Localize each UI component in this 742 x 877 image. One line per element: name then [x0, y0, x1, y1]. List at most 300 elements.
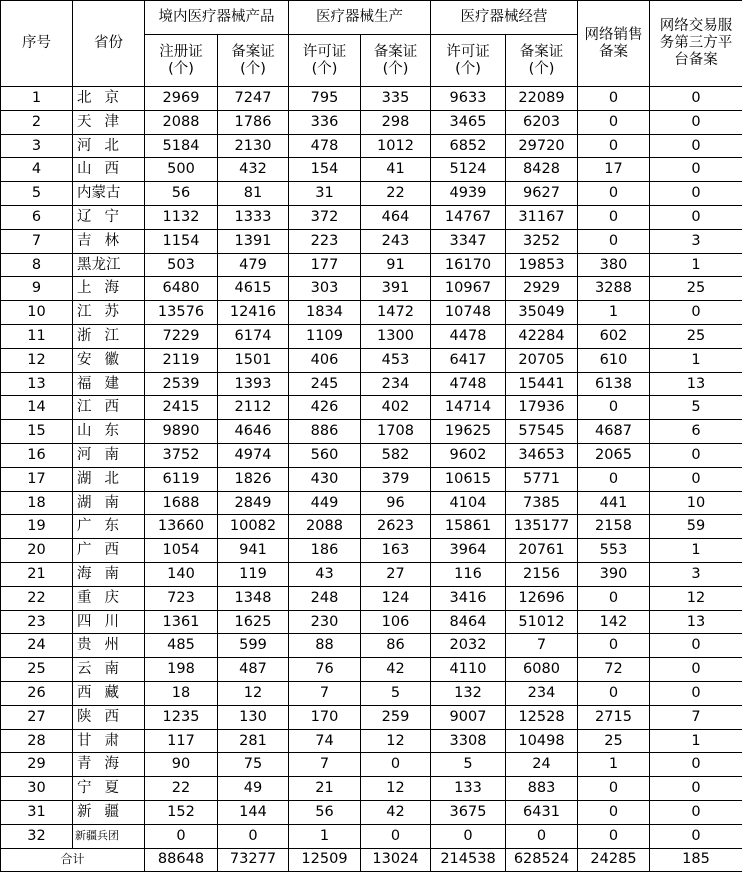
cell-license-business: 4939 — [431, 182, 506, 206]
cell-filing-cert-business: 8428 — [506, 158, 578, 182]
cell-filing-cert-production: 234 — [361, 372, 431, 396]
cell-third-party-platform: 7 — [650, 705, 742, 729]
cell-online-sales: 0 — [578, 824, 650, 848]
header-license-production: 许可证 (个) — [289, 35, 361, 87]
cell-province: 山东 — [73, 420, 145, 444]
cell-filing-cert-production: 5 — [361, 681, 431, 705]
cell-filing-cert-business: 17936 — [506, 396, 578, 420]
cell-index: 21 — [1, 562, 73, 586]
cell-license-production: 430 — [289, 467, 361, 491]
cell-online-sales: 380 — [578, 253, 650, 277]
cell-filing-cert-production: 12 — [361, 777, 431, 801]
cell-province: 江西 — [73, 396, 145, 420]
header-license-business: 许可证 (个) — [431, 35, 506, 87]
cell-province: 上海 — [73, 277, 145, 301]
cell-third-party-platform: 0 — [650, 634, 742, 658]
cell-registration-cert: 198 — [145, 658, 218, 682]
cell-filing-cert-business: 3252 — [506, 229, 578, 253]
cell-filing-cert-products: 12416 — [218, 301, 289, 325]
cell-filing-cert-products: 6174 — [218, 324, 289, 348]
cell-filing-cert-products: 4615 — [218, 277, 289, 301]
cell-third-party-platform: 3 — [650, 229, 742, 253]
cell-index: 29 — [1, 753, 73, 777]
cell-license-production: 88 — [289, 634, 361, 658]
cell-online-sales: 1 — [578, 753, 650, 777]
cell-registration-cert: 13660 — [145, 515, 218, 539]
cell-license-production: 56 — [289, 800, 361, 824]
header-registration-cert: 注册证 (个) — [145, 35, 218, 87]
table-row — [1, 301, 742, 325]
total-label: 合计 — [1, 848, 145, 871]
cell-license-business: 6417 — [431, 348, 506, 372]
cell-registration-cert: 6119 — [145, 467, 218, 491]
cell-third-party-platform: 1 — [650, 539, 742, 563]
table-row — [1, 443, 742, 467]
cell-province: 广东 — [73, 515, 145, 539]
cell-registration-cert: 3752 — [145, 443, 218, 467]
cell-registration-cert: 2539 — [145, 372, 218, 396]
cell-online-sales: 0 — [578, 110, 650, 134]
cell-third-party-platform: 0 — [650, 205, 742, 229]
cell-registration-cert: 56 — [145, 182, 218, 206]
header-filing-cert-business: 备案证 (个) — [506, 35, 578, 87]
cell-license-business: 6852 — [431, 134, 506, 158]
cell-registration-cert: 500 — [145, 158, 218, 182]
cell-third-party-platform: 10 — [650, 491, 742, 515]
cell-index: 19 — [1, 515, 73, 539]
cell-third-party-platform: 0 — [650, 681, 742, 705]
cell-index: 4 — [1, 158, 73, 182]
table-row — [1, 205, 742, 229]
cell-index: 11 — [1, 324, 73, 348]
cell-filing-cert-production: 259 — [361, 705, 431, 729]
header-filing-cert-products: 备案证 (个) — [218, 35, 289, 87]
table-row — [1, 610, 742, 634]
cell-license-business: 19625 — [431, 420, 506, 444]
cell-third-party-platform: 0 — [650, 467, 742, 491]
cell-filing-cert-products: 1826 — [218, 467, 289, 491]
table-row — [1, 562, 742, 586]
cell-license-business: 10615 — [431, 467, 506, 491]
cell-filing-cert-production: 96 — [361, 491, 431, 515]
cell-license-business: 15861 — [431, 515, 506, 539]
cell-license-production: 449 — [289, 491, 361, 515]
cell-filing-cert-production: 106 — [361, 610, 431, 634]
header-third-party-platform: 网络交易服务第三方平台备案 — [650, 1, 742, 87]
total-registration-cert: 88648 — [145, 848, 218, 871]
cell-online-sales: 0 — [578, 800, 650, 824]
cell-province: 河北 — [73, 134, 145, 158]
cell-filing-cert-business: 234 — [506, 681, 578, 705]
cell-online-sales: 6138 — [578, 372, 650, 396]
cell-province: 辽宁 — [73, 205, 145, 229]
cell-filing-cert-products: 2112 — [218, 396, 289, 420]
cell-filing-cert-products: 75 — [218, 753, 289, 777]
cell-third-party-platform: 1 — [650, 729, 742, 753]
table-row — [1, 491, 742, 515]
cell-filing-cert-production: 163 — [361, 539, 431, 563]
cell-registration-cert: 2119 — [145, 348, 218, 372]
header-filing-cert-production: 备案证 (个) — [361, 35, 431, 87]
cell-filing-cert-business: 6080 — [506, 658, 578, 682]
cell-online-sales: 602 — [578, 324, 650, 348]
cell-registration-cert: 7229 — [145, 324, 218, 348]
cell-province: 广西 — [73, 539, 145, 563]
table-row — [1, 515, 742, 539]
cell-license-business: 4110 — [431, 658, 506, 682]
cell-registration-cert: 117 — [145, 729, 218, 753]
header-group-products: 境内医疗器械产品 — [145, 1, 289, 35]
cell-third-party-platform: 3 — [650, 562, 742, 586]
cell-registration-cert: 9890 — [145, 420, 218, 444]
cell-index: 31 — [1, 800, 73, 824]
total-online-sales: 24285 — [578, 848, 650, 871]
cell-filing-cert-production: 453 — [361, 348, 431, 372]
table-row — [1, 634, 742, 658]
cell-filing-cert-production: 2623 — [361, 515, 431, 539]
table-row — [1, 134, 742, 158]
cell-filing-cert-business: 22089 — [506, 87, 578, 111]
cell-province: 云南 — [73, 658, 145, 682]
cell-filing-cert-business: 6431 — [506, 800, 578, 824]
cell-filing-cert-business: 19853 — [506, 253, 578, 277]
table-row — [1, 681, 742, 705]
cell-registration-cert: 140 — [145, 562, 218, 586]
cell-third-party-platform: 0 — [650, 658, 742, 682]
cell-filing-cert-production: 1012 — [361, 134, 431, 158]
cell-online-sales: 4687 — [578, 420, 650, 444]
cell-filing-cert-products: 1625 — [218, 610, 289, 634]
cell-province: 浙江 — [73, 324, 145, 348]
table-row — [1, 110, 742, 134]
cell-license-production: 245 — [289, 372, 361, 396]
cell-license-business: 116 — [431, 562, 506, 586]
cell-license-business: 3416 — [431, 586, 506, 610]
cell-filing-cert-production: 335 — [361, 87, 431, 111]
cell-filing-cert-products: 1501 — [218, 348, 289, 372]
cell-filing-cert-products: 2849 — [218, 491, 289, 515]
cell-province: 甘肃 — [73, 729, 145, 753]
cell-province: 内蒙古 — [73, 182, 145, 206]
cell-index: 5 — [1, 182, 73, 206]
cell-filing-cert-business: 7 — [506, 634, 578, 658]
cell-license-production: 170 — [289, 705, 361, 729]
cell-license-business: 9007 — [431, 705, 506, 729]
cell-filing-cert-products: 12 — [218, 681, 289, 705]
table-row — [1, 420, 742, 444]
cell-province: 贵州 — [73, 634, 145, 658]
cell-filing-cert-business: 5771 — [506, 467, 578, 491]
cell-third-party-platform: 0 — [650, 110, 742, 134]
cell-province: 吉林 — [73, 229, 145, 253]
cell-license-production: 74 — [289, 729, 361, 753]
cell-filing-cert-business: 0 — [506, 824, 578, 848]
cell-index: 12 — [1, 348, 73, 372]
table-row — [1, 182, 742, 206]
cell-license-business: 4748 — [431, 372, 506, 396]
cell-province: 北京 — [73, 87, 145, 111]
cell-filing-cert-business: 51012 — [506, 610, 578, 634]
cell-registration-cert: 485 — [145, 634, 218, 658]
cell-filing-cert-business: 35049 — [506, 301, 578, 325]
table-row — [1, 396, 742, 420]
cell-license-business: 10967 — [431, 277, 506, 301]
cell-online-sales: 3288 — [578, 277, 650, 301]
cell-filing-cert-business: 883 — [506, 777, 578, 801]
cell-online-sales: 2715 — [578, 705, 650, 729]
cell-license-business: 2032 — [431, 634, 506, 658]
cell-province: 新疆 — [73, 800, 145, 824]
cell-filing-cert-business: 2929 — [506, 277, 578, 301]
cell-online-sales: 553 — [578, 539, 650, 563]
cell-license-production: 248 — [289, 586, 361, 610]
cell-province: 江苏 — [73, 301, 145, 325]
cell-province: 青海 — [73, 753, 145, 777]
cell-index: 23 — [1, 610, 73, 634]
cell-filing-cert-products: 144 — [218, 800, 289, 824]
cell-license-production: 186 — [289, 539, 361, 563]
cell-filing-cert-business: 24 — [506, 753, 578, 777]
cell-online-sales: 25 — [578, 729, 650, 753]
cell-license-business: 3465 — [431, 110, 506, 134]
cell-license-production: 336 — [289, 110, 361, 134]
cell-filing-cert-products: 487 — [218, 658, 289, 682]
cell-filing-cert-products: 1391 — [218, 229, 289, 253]
cell-filing-cert-products: 7247 — [218, 87, 289, 111]
table-row — [1, 372, 742, 396]
cell-registration-cert: 2969 — [145, 87, 218, 111]
cell-license-business: 3675 — [431, 800, 506, 824]
cell-license-business: 3308 — [431, 729, 506, 753]
cell-third-party-platform: 25 — [650, 277, 742, 301]
cell-third-party-platform: 5 — [650, 396, 742, 420]
cell-filing-cert-products: 432 — [218, 158, 289, 182]
header-group-production: 医疗器械生产 — [289, 1, 431, 35]
cell-third-party-platform: 1 — [650, 253, 742, 277]
cell-license-business: 9602 — [431, 443, 506, 467]
cell-third-party-platform: 0 — [650, 800, 742, 824]
cell-license-business: 16170 — [431, 253, 506, 277]
cell-filing-cert-business: 20705 — [506, 348, 578, 372]
cell-license-production: 31 — [289, 182, 361, 206]
cell-filing-cert-production: 42 — [361, 658, 431, 682]
cell-online-sales: 0 — [578, 205, 650, 229]
cell-filing-cert-products: 1393 — [218, 372, 289, 396]
cell-license-production: 1 — [289, 824, 361, 848]
cell-online-sales: 17 — [578, 158, 650, 182]
cell-index: 1 — [1, 87, 73, 111]
cell-index: 15 — [1, 420, 73, 444]
cell-filing-cert-products: 479 — [218, 253, 289, 277]
cell-filing-cert-production: 402 — [361, 396, 431, 420]
total-filing-cert-products: 73277 — [218, 848, 289, 871]
cell-license-production: 7 — [289, 753, 361, 777]
table-row — [1, 277, 742, 301]
table-row — [1, 253, 742, 277]
cell-filing-cert-production: 379 — [361, 467, 431, 491]
cell-index: 32 — [1, 824, 73, 848]
cell-filing-cert-products: 281 — [218, 729, 289, 753]
cell-filing-cert-production: 243 — [361, 229, 431, 253]
cell-registration-cert: 152 — [145, 800, 218, 824]
cell-index: 18 — [1, 491, 73, 515]
cell-index: 2 — [1, 110, 73, 134]
cell-province: 湖北 — [73, 467, 145, 491]
cell-license-business: 5 — [431, 753, 506, 777]
cell-registration-cert: 6480 — [145, 277, 218, 301]
cell-online-sales: 0 — [578, 87, 650, 111]
cell-filing-cert-business: 42284 — [506, 324, 578, 348]
cell-index: 10 — [1, 301, 73, 325]
cell-index: 28 — [1, 729, 73, 753]
cell-online-sales: 0 — [578, 396, 650, 420]
cell-index: 25 — [1, 658, 73, 682]
cell-filing-cert-production: 0 — [361, 753, 431, 777]
cell-province: 河南 — [73, 443, 145, 467]
cell-license-business: 133 — [431, 777, 506, 801]
cell-license-business: 4104 — [431, 491, 506, 515]
cell-index: 22 — [1, 586, 73, 610]
cell-filing-cert-production: 1472 — [361, 301, 431, 325]
cell-filing-cert-products: 130 — [218, 705, 289, 729]
cell-license-production: 43 — [289, 562, 361, 586]
cell-filing-cert-production: 464 — [361, 205, 431, 229]
cell-filing-cert-production: 582 — [361, 443, 431, 467]
cell-license-production: 76 — [289, 658, 361, 682]
cell-online-sales: 610 — [578, 348, 650, 372]
table-row — [1, 777, 742, 801]
table-row — [1, 324, 742, 348]
cell-registration-cert: 723 — [145, 586, 218, 610]
cell-province: 福建 — [73, 372, 145, 396]
cell-filing-cert-business: 2156 — [506, 562, 578, 586]
cell-province: 海南 — [73, 562, 145, 586]
cell-third-party-platform: 6 — [650, 420, 742, 444]
cell-index: 8 — [1, 253, 73, 277]
cell-filing-cert-production: 298 — [361, 110, 431, 134]
header-group-business: 医疗器械经营 — [431, 1, 578, 35]
cell-third-party-platform: 25 — [650, 324, 742, 348]
table-row — [1, 229, 742, 253]
cell-province: 安徽 — [73, 348, 145, 372]
cell-index: 30 — [1, 777, 73, 801]
cell-third-party-platform: 12 — [650, 586, 742, 610]
cell-registration-cert: 13576 — [145, 301, 218, 325]
cell-online-sales: 0 — [578, 182, 650, 206]
cell-license-business: 132 — [431, 681, 506, 705]
cell-filing-cert-production: 1300 — [361, 324, 431, 348]
cell-online-sales: 2158 — [578, 515, 650, 539]
cell-third-party-platform: 13 — [650, 372, 742, 396]
cell-online-sales: 0 — [578, 681, 650, 705]
header-index: 序号 — [1, 1, 73, 87]
cell-filing-cert-business: 135177 — [506, 515, 578, 539]
cell-license-business: 14714 — [431, 396, 506, 420]
cell-registration-cert: 22 — [145, 777, 218, 801]
cell-third-party-platform: 0 — [650, 443, 742, 467]
table-row — [1, 753, 742, 777]
cell-index: 13 — [1, 372, 73, 396]
cell-filing-cert-products: 4646 — [218, 420, 289, 444]
cell-third-party-platform: 0 — [650, 87, 742, 111]
cell-license-business: 3964 — [431, 539, 506, 563]
cell-third-party-platform: 1 — [650, 348, 742, 372]
cell-province: 陕西 — [73, 705, 145, 729]
cell-online-sales: 1 — [578, 301, 650, 325]
cell-registration-cert: 5184 — [145, 134, 218, 158]
cell-online-sales: 0 — [578, 586, 650, 610]
cell-filing-cert-business: 12696 — [506, 586, 578, 610]
cell-license-production: 7 — [289, 681, 361, 705]
total-license-business: 214538 — [431, 848, 506, 871]
cell-filing-cert-business: 6203 — [506, 110, 578, 134]
cell-registration-cert: 1132 — [145, 205, 218, 229]
cell-license-production: 21 — [289, 777, 361, 801]
cell-filing-cert-products: 81 — [218, 182, 289, 206]
cell-filing-cert-production: 391 — [361, 277, 431, 301]
cell-third-party-platform: 0 — [650, 824, 742, 848]
cell-province: 天津 — [73, 110, 145, 134]
table-row — [1, 87, 742, 111]
cell-online-sales: 441 — [578, 491, 650, 515]
cell-filing-cert-production: 86 — [361, 634, 431, 658]
cell-filing-cert-products: 10082 — [218, 515, 289, 539]
cell-province: 黑龙江 — [73, 253, 145, 277]
cell-province: 重庆 — [73, 586, 145, 610]
table-row — [1, 658, 742, 682]
table-row — [1, 824, 742, 848]
header-province: 省份 — [73, 1, 145, 87]
cell-province: 四川 — [73, 610, 145, 634]
cell-license-production: 154 — [289, 158, 361, 182]
cell-license-business: 4478 — [431, 324, 506, 348]
cell-filing-cert-production: 42 — [361, 800, 431, 824]
cell-registration-cert: 18 — [145, 681, 218, 705]
cell-filing-cert-business: 34653 — [506, 443, 578, 467]
cell-filing-cert-products: 119 — [218, 562, 289, 586]
cell-filing-cert-products: 1333 — [218, 205, 289, 229]
cell-filing-cert-business: 31167 — [506, 205, 578, 229]
cell-license-production: 372 — [289, 205, 361, 229]
cell-license-production: 303 — [289, 277, 361, 301]
cell-filing-cert-production: 27 — [361, 562, 431, 586]
cell-registration-cert: 2415 — [145, 396, 218, 420]
cell-filing-cert-production: 1708 — [361, 420, 431, 444]
cell-index: 6 — [1, 205, 73, 229]
cell-license-production: 1109 — [289, 324, 361, 348]
cell-third-party-platform: 13 — [650, 610, 742, 634]
cell-index: 17 — [1, 467, 73, 491]
cell-registration-cert: 0 — [145, 824, 218, 848]
total-filing-cert-business: 628524 — [506, 848, 578, 871]
cell-online-sales: 72 — [578, 658, 650, 682]
cell-registration-cert: 90 — [145, 753, 218, 777]
cell-registration-cert: 503 — [145, 253, 218, 277]
table-row — [1, 158, 742, 182]
table-row — [1, 705, 742, 729]
cell-license-business: 5124 — [431, 158, 506, 182]
cell-filing-cert-products: 1786 — [218, 110, 289, 134]
cell-index: 14 — [1, 396, 73, 420]
cell-license-business: 10748 — [431, 301, 506, 325]
cell-filing-cert-products: 0 — [218, 824, 289, 848]
cell-third-party-platform: 0 — [650, 134, 742, 158]
total-filing-cert-production: 13024 — [361, 848, 431, 871]
table-row — [1, 800, 742, 824]
cell-license-production: 478 — [289, 134, 361, 158]
table-row — [1, 539, 742, 563]
cell-filing-cert-business: 57545 — [506, 420, 578, 444]
